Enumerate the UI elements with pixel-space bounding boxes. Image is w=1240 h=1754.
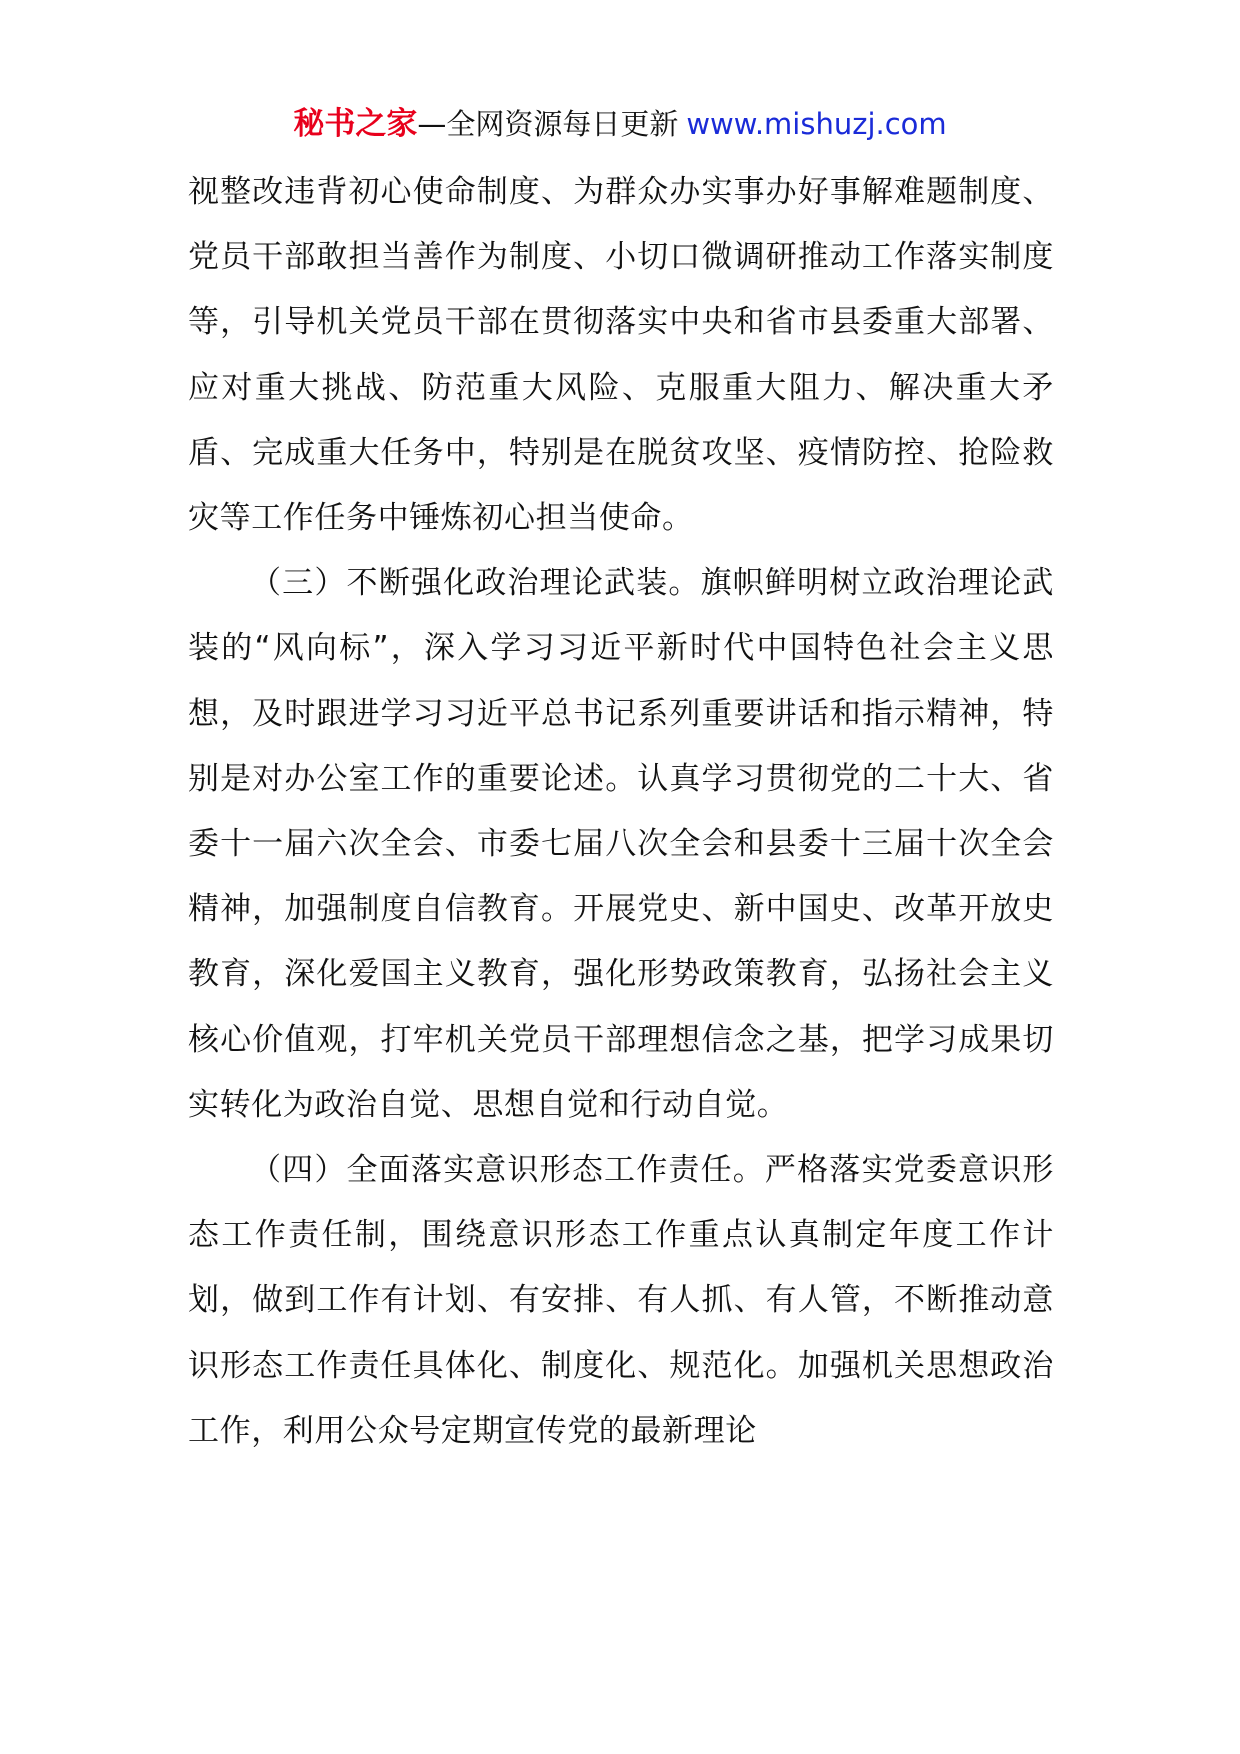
paragraph-continued: 视整改违背初心使命制度、为群众办实事办好事解难题制度、党员干部敢担当善作为制度、小切口微调研推动工作落实制度等，引导机关党员干部在贯彻落实中央和省市县委重大部署、应对重大挑战、防范重大风险、克服重大阻力、解决重大矛盾、完成重大任务中，特别是在脱贫攻坚、疫情防控、抢险救灾等工作任务中锤炼初心担当使命。: [188, 174, 1054, 537]
paragraph-section-four: （四）全面落实意识形态工作责任。严格落实党委意识形态工作责任制，围绕意识形态工作重点认真制定年度工作计划，做到工作有计划、有安排、有人抓、有人管，不断推动意识形态工作责任具体化、制度化、规范化。加强机关思想政治工作，利用公众号定期宣传党的最新理论: [188, 1152, 1054, 1449]
header-tagline: —全网资源每日更新: [417, 107, 679, 141]
page-header: [0, 102, 1240, 146]
website-link[interactable]: www.mishuzj.com: [686, 107, 947, 141]
document-body: [188, 160, 1054, 1464]
brand-name: 秘书之家: [293, 106, 418, 142]
paragraph-section-three: （三）不断强化政治理论武装。旗帜鲜明树立政治理论武装的“风向标”，深入学习习近平新时代中国特色社会主义思想，及时跟进学习习近平总书记系列重要讲话和指示精神，特别是对办公室工作的重要论述。认真学习贯彻党的二十大、省委十一届六次全会、市委七届八次全会和县委十三届十次全会精神，加强制度自信教育。开展党史、新中国史、改革开放史教育，深化爱国主义教育，强化形势政策教育，弘扬社会主义核心价值观，打牢机关党员干部理想信念之基，把学习成果切实转化为政治自觉、思想自觉和行动自觉。: [188, 565, 1054, 1123]
